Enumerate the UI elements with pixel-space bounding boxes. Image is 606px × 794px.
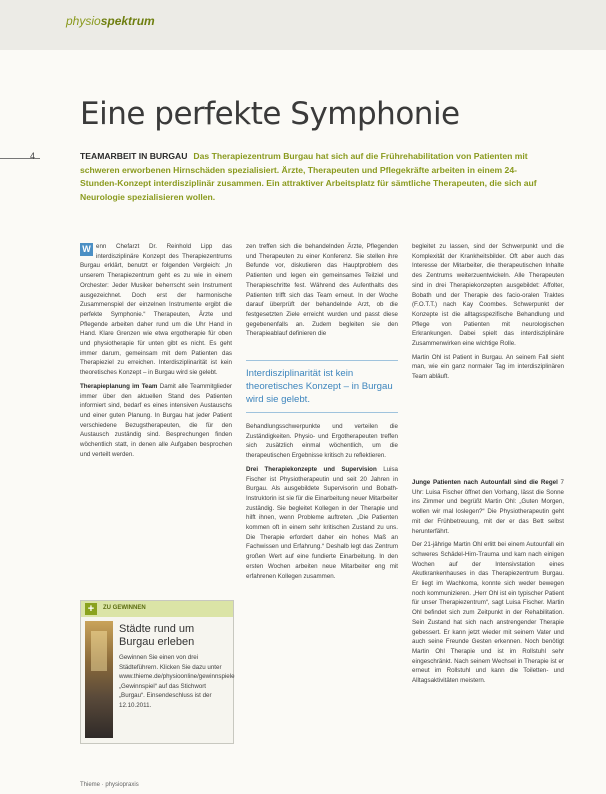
column-3b-paragraph-1: 7 Uhr: Luisa Fischer öffnet den Vorhang, lässt die Sonne ins Zimmer und begrüßt Martin Ohl: „Guten Morgen, wollen wir mal loslegen?“ Die Physiotherapeutin geht mit der Frühbetreuung, mit der er das Bett selbst herunterfährt. xyxy=(412,479,564,535)
column-3 xyxy=(412,242,564,386)
page-footer: Thieme · physiopraxis xyxy=(80,782,139,788)
column-1-paragraph-1: enn Chefarzt Dr. Reinhold Lipp das interdisziplinäre Konzept des Therapiezentrums Burgau erklärt, benutzt er folgenden Vergleich: „In unserem Therapiezentrum geht es zu wie in einem Orchester: Jeder Musiker beherrscht sein Instrument ausgezeichnet. Doch erst der harmonische Zusammenspiel der einzelnen Instrumente ergibt die perfekte Symphonie.“ Therapeuten, Ärzte und Pflegende arbeiten daher rund um die Uhr Hand in Hand. Klare Grenzen wie etwa ergotherapie für oben und physiotherapie für unten gibt es nicht. Es geht immer darum, gemeinsam mit dem Patienten das Therapieziel zu erreichen. Interdisziplinarität ist kein theoretisches Konzept – in Burgau wird sie gelebt. xyxy=(80,243,232,377)
column-1-paragraph-2: Damit alle Teammitglieder immer über den aktuellen Stand des Patienten informiert sind, bedarf es eines intensiven Austauschs und einer guten Planung. In Burgau hat jeder Patient verschiedene Bezugstherapeuten, die für den Austausch zuständig sind. Besprechungen finden wöchentlich statt, in denen alle Aufgaben besprochen und verteilt werden. xyxy=(80,382,232,458)
contest-box-header xyxy=(81,601,233,617)
lead-kicker: TEAMARBEIT IN BURGAU xyxy=(80,151,188,161)
column-3b-paragraph-2: Der 21-jährige Martin Ohl erlitt bei einem Autounfall ein schweres Schädel-Hirn-Trauma und kam nach einigen Wochen auf der Intensivstation eines Akutkrankenhauses in das Therapiezentrum Burgau. Er liegt im Wachkoma, konnte sich weder bewegen noch kommunizieren. „Herr Ohl ist ein typischer Patient für unser Therapiezentrum“, sagt Luisa Fischer. Martin Ohl befindet sich zum Zeitpunkt in der Rehabilitation. Sein Zustand hat sich nach anstrengender Therapie gebessert. Er kann jetzt wieder mit seinem Vater und auch seine Freunde Gesten erkennen. Noch benötigt Martin Ohl Therapie und ist im Rollstuhl sehr eingeschränkt. Nach seinem Wechsel in Therapie ist er erneut im Rollstuhl und kann die Toiletten- und Alltagsaktivitäten meistern. xyxy=(412,541,564,685)
column-2b-paragraph-2: Luisa Fischer ist Physiotherapeutin und seit 20 Jahren in Burgau. Als ausgebildete Supervisorin und Bobath-Instruktorin ist sie für die Einarbeitung neuer Mitarbeiter zuständig. Sie begleitet Kollegen in der Therapie und hilft ihnen, wenn Probleme auftreten. „Die Patienten kommen oft in einem sehr kritischen Zustand zu uns. Die Therapie erfordert daher ein hohes Maß an Fachwissen und Erfahrung.“ Deshalb legt das Zentrum großen Wert auf eine fundierte Einarbeitung. In den ersten Wochen arbeiten neue Mitarbeiter eng mit erfahrenen Kollegen zusammen. xyxy=(246,465,399,580)
contest-text: Gewinnen Sie einen von drei Städteführern. Klicken Sie dazu unter www.thieme.de/physioonline/gewinnspiele „Gewinnspiel“ auf das Stichwort „Burgau“. Einsendeschluss ist der 12.10.2011. xyxy=(119,654,235,709)
column-3-continued xyxy=(412,478,564,690)
pull-quote: Interdisziplinarität ist kein theoretisches Konzept – in Burgau wird sie gelebt. xyxy=(246,360,398,413)
column-2b-paragraph-1: Behandlungsschwerpunkte und verteilen die Zuständigkeiten. Physio- und Ergotherapeuten treffen sich zusätzlich einmal wöchentlich, um die therapeutischen Ergebnisse kritisch zu reflektieren. xyxy=(246,423,398,460)
book-cover-image xyxy=(85,621,113,738)
contest-label: ZU GEWINNEN xyxy=(103,605,146,611)
column-2b-subheading: Drei Therapiekonzepte und Supervision xyxy=(246,465,377,473)
contest-title: Städte rund um Burgau erleben xyxy=(119,623,195,648)
lead-text: Das Therapiezentrum Burgau hat sich auf die Frührehabilitation von Patienten mit schweren erworbenen Hirnschäden spezialisiert. Ärzte, Therapeuten und Pflegekräfte arbeiten in einem 24-Stunden-Konzept interdisziplinär zusammen. Ein attraktiver Arbeitsplatz für sämtliche Therapeuten, die sich auf Neurologie spezialisieren wollen. xyxy=(80,151,537,202)
column-2-continued xyxy=(246,422,398,585)
article-title: Eine perfekte Symphonie xyxy=(80,96,460,132)
column-3b-subheading: Junge Patienten nach Autounfall sind die Regel xyxy=(412,479,558,486)
header-brand-bold: spektrum xyxy=(100,14,155,28)
column-2-paragraph-1: zen treffen sich die behandelnden Ärzte, Pflegenden und Therapeuten zu einer Konferenz. Sie stellen ihre Befunde vor, diskutieren das Hauptproblem des Patienten und legen ein gemeinsames Teilziel und Therapieschritte fest. Während des Aufenthalts des Patienten trifft sich das Team erneut. In der Woche darauf überprüft der behandelnde Arzt, ob die festgesetzten Ziele erreicht wurden und passt diese gegebenenfalls an. Zudem begleiten sie den Therapieablauf definieren die xyxy=(246,243,398,338)
article-lead xyxy=(80,150,550,204)
dropcap: W xyxy=(80,243,93,256)
column-3-paragraph-1: begleitet zu lassen, sind der Schwerpunkt und die Komplexität der Krankheitsbilder. Oft aber auch das Interesse der Mitarbeiter, die therapeutischen Inhalte des Zentrums weiterzuentwickeln. Alle Therapeuten sind in drei Therapiekonzepten ausgebildet: Affolter, Bobath und der Therapie des facio-oralen Traktes (F.O.T.T.) nach Kay Coombes. Schwerpunkt der Konzepte ist die alltagsspezifische Behandlung und Pflege von Patienten mit neurologischen Erkrankungen. Dabei spielt das interdisziplinäre Zusammenwirken eine wichtige Rolle. xyxy=(412,243,564,348)
contest-box xyxy=(80,600,234,744)
column-2 xyxy=(246,242,398,343)
section-header xyxy=(66,14,155,28)
column-3-paragraph-2: Martin Ohl ist Patient in Burgau. An seinem Fall sieht man, wie ein ganz normaler Tag im interdisziplinären Team abläuft. xyxy=(412,353,564,381)
header-brand-light: physio xyxy=(66,14,101,28)
page-number: 4 xyxy=(30,151,36,161)
column-1 xyxy=(80,242,232,463)
plus-icon: + xyxy=(85,603,97,615)
column-1-subheading: Therapieplanung im Team xyxy=(80,382,158,390)
